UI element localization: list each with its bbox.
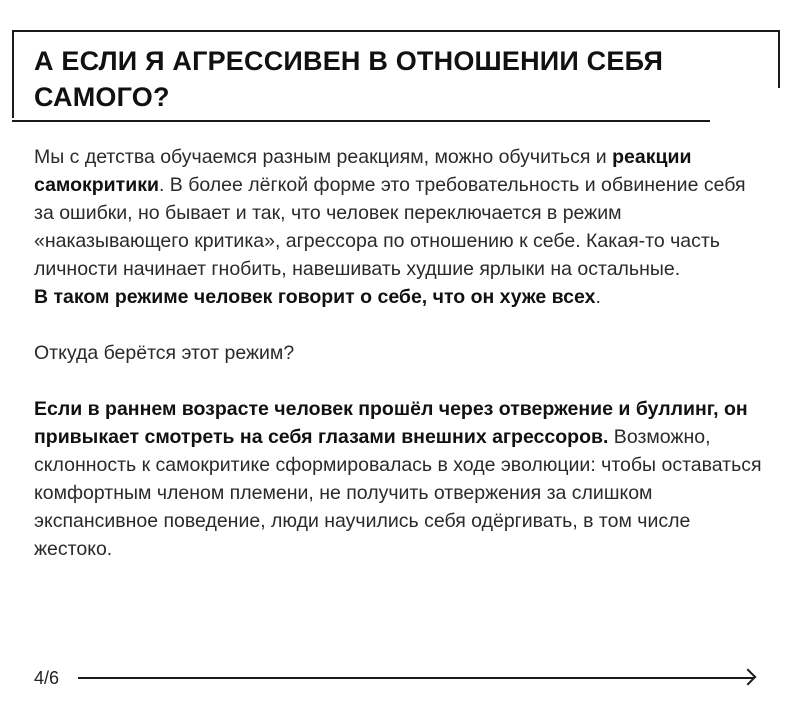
paragraph-3-text: Возможно, склонность к самокритике сформировалась в ходе эволюции: чтобы оставаться комфортным членом племени, не получить отвержения за слишком экспансивное поведение, люди научились себя одёргивать, в том числе жестоко. xyxy=(34,426,762,560)
paragraph-1-bold-a: реакции самокритики xyxy=(34,146,692,196)
paragraph-1-text-b: . В более лёгкой форме это требовательность и обвинение себя за ошибки, но бывает и так, что человек переключается в режим «наказывающего критика», агрессора по отношению к себе. Какая-то часть личности начинает гнобить, навешивать худшие ярлыки на остальные. xyxy=(34,174,746,280)
article-body xyxy=(34,143,764,563)
paragraph-1-bold-b: В таком режиме человек говорит о себе, что он хуже всех xyxy=(34,286,596,308)
page-number: 4/6 xyxy=(34,668,60,688)
paragraph-1-text-c: . xyxy=(595,286,601,308)
page-title: А ЕСЛИ Я АГРЕССИВЕН В ОТНОШЕНИИ СЕБЯ САМОГО? xyxy=(34,46,664,112)
paragraph-1 xyxy=(34,143,764,311)
paragraph-3 xyxy=(34,395,764,563)
arrow-right-icon[interactable] xyxy=(740,669,757,686)
frame-bottom-line xyxy=(12,120,710,122)
frame-right-tick xyxy=(778,30,780,88)
footer-line xyxy=(78,677,754,679)
footer xyxy=(34,664,764,692)
paragraph-3-bold: Если в раннем возрасте человек прошёл через отвержение и буллинг, он привыкает смотреть на себя глазами внешних агрессоров. xyxy=(34,398,748,448)
paragraph-2: Откуда берётся этот режим? xyxy=(34,342,295,364)
paragraph-1-text-a: Мы с детства обучаемся разным реакциям, можно обучиться и xyxy=(34,146,613,168)
